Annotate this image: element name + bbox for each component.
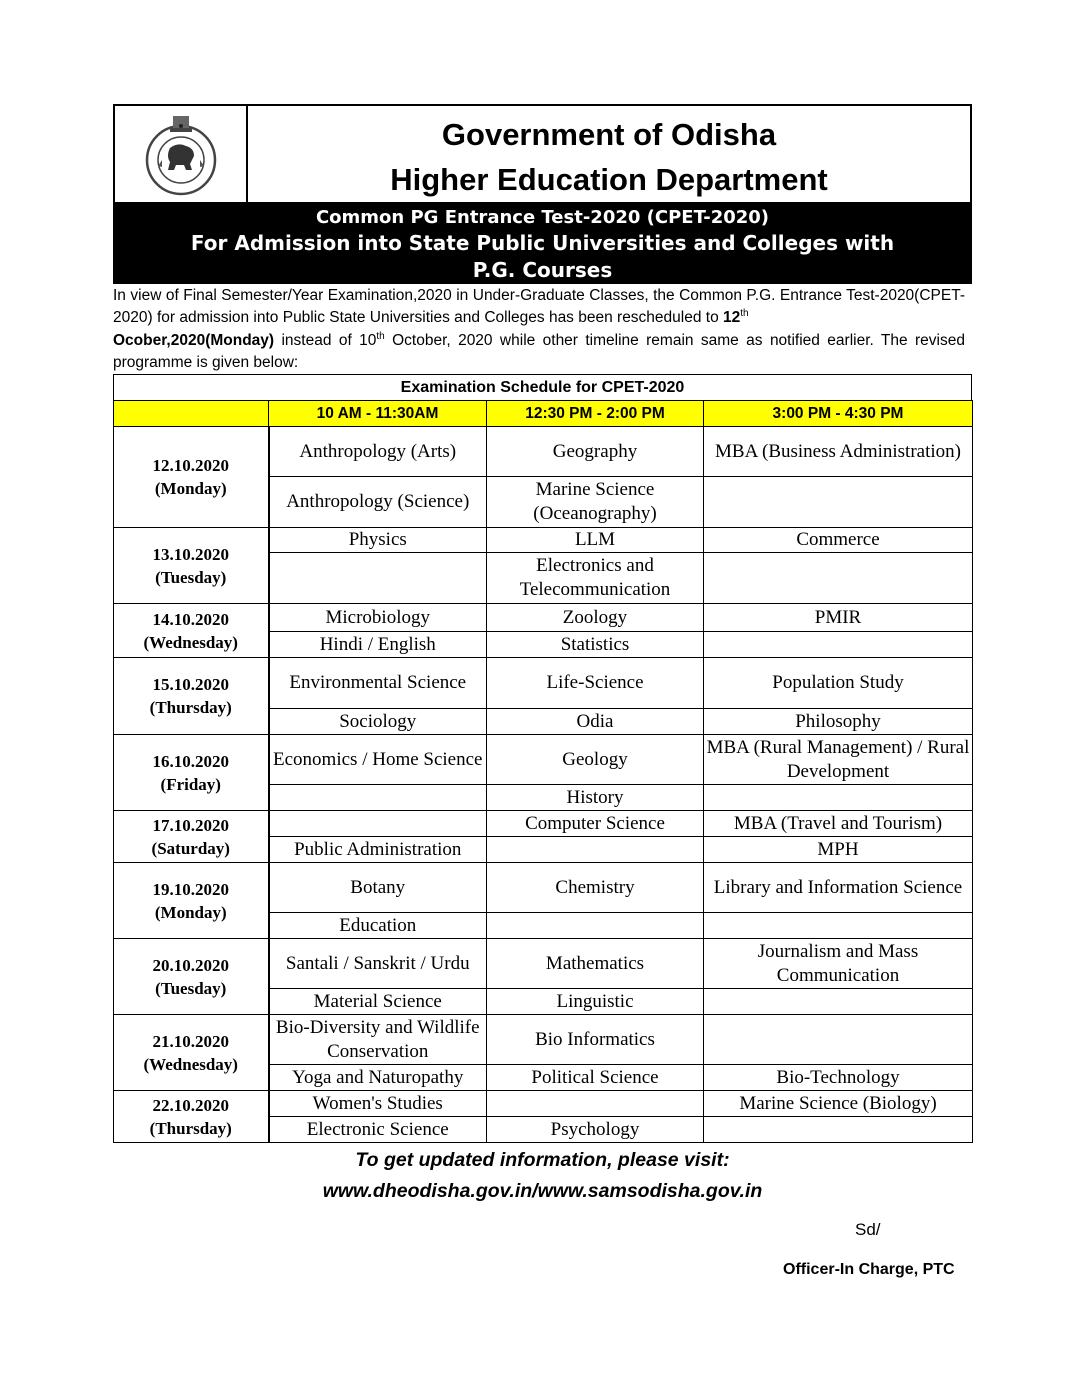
date-text: 20.10.2020 xyxy=(152,955,229,975)
schedule-cell: Electronic Science xyxy=(269,1117,487,1143)
schedule-cell: Microbiology xyxy=(269,604,487,632)
date-cell xyxy=(114,1015,269,1091)
schedule-cell: Computer Science xyxy=(487,811,704,837)
schedule-cell xyxy=(487,1091,704,1117)
table-row xyxy=(114,528,973,553)
schedule-cell: Philosophy xyxy=(704,709,973,735)
schedule-caption: Examination Schedule for CPET-2020 xyxy=(113,374,972,400)
schedule-cell xyxy=(704,1117,973,1143)
banner-admission-line: For Admission into State Public Universities and Colleges with xyxy=(190,231,895,255)
schedule-cell: Education xyxy=(269,913,487,939)
footer-website-link[interactable]: www.dheodisha.gov.in/www.samsodisha.gov.in xyxy=(322,1180,763,1202)
day-text: (Tuesday) xyxy=(155,978,227,998)
intro-sup-1: th xyxy=(740,308,749,320)
table-row xyxy=(114,1015,973,1065)
schedule-cell: PMIR xyxy=(704,604,973,632)
schedule-cell: Political Science xyxy=(487,1065,704,1091)
intro-date-bold: 12 xyxy=(723,309,741,327)
footer-note xyxy=(113,1145,972,1207)
date-text: 21.10.2020 xyxy=(152,1031,229,1051)
schedule-cell xyxy=(269,811,487,837)
schedule-cell: Journalism and Mass Communication xyxy=(704,939,973,989)
schedule-cell: Psychology xyxy=(487,1117,704,1143)
schedule-cell: Public Administration xyxy=(269,837,487,863)
date-cell xyxy=(114,735,269,811)
schedule-cell: Linguistic xyxy=(487,989,704,1015)
table-row xyxy=(114,735,973,785)
date-cell xyxy=(114,939,269,1015)
schedule-cell: Geology xyxy=(487,735,704,785)
table-row xyxy=(114,863,973,913)
date-text: 12.10.2020 xyxy=(152,456,229,475)
day-text: (Saturday) xyxy=(151,838,230,858)
table-row xyxy=(114,1091,973,1117)
date-cell xyxy=(114,427,269,528)
schedule-cell xyxy=(487,837,704,863)
schedule-header-row xyxy=(114,401,973,427)
schedule-cell: MBA (Travel and Tourism) xyxy=(704,811,973,837)
table-row xyxy=(114,811,973,837)
odisha-state-emblem-icon xyxy=(140,110,222,198)
schedule-cell: Anthropology (Science) xyxy=(269,477,487,528)
intro-text-2: instead of 10 xyxy=(274,331,377,349)
footer-info-line: To get updated information, please visit: xyxy=(355,1149,730,1171)
date-text: 17.10.2020 xyxy=(152,815,229,835)
schedule-cell: Bio-Diversity and Wildlife Conservation xyxy=(269,1015,487,1065)
schedule-cell: Commerce xyxy=(704,528,973,553)
day-text: (Thursday) xyxy=(149,1118,232,1138)
banner-exam-name: Common PG Entrance Test-2020 (CPET-2020) xyxy=(315,207,770,228)
day-text: (Wednesday) xyxy=(143,1054,238,1074)
intro-text-3: October, 2020 while other timeline remain same as notified earlier. The revised programme is given below: xyxy=(113,331,965,372)
date-cell xyxy=(114,863,269,939)
schedule-cell: Chemistry xyxy=(487,863,704,913)
date-text: 14.10.2020 xyxy=(152,609,229,629)
schedule-cell: Yoga and Naturopathy xyxy=(269,1065,487,1091)
date-cell xyxy=(114,1091,269,1143)
banner-courses-line: P.G. Courses xyxy=(472,258,613,282)
schedule-cell xyxy=(704,989,973,1015)
header-slot-2: 12:30 PM - 2:00 PM xyxy=(487,401,704,427)
schedule-cell: Material Science xyxy=(269,989,487,1015)
day-text: (Tuesday) xyxy=(155,567,227,587)
date-cell xyxy=(114,811,269,863)
schedule-cell: Library and Information Science xyxy=(704,863,973,913)
schedule-cell xyxy=(487,913,704,939)
schedule-cell: Sociology xyxy=(269,709,487,735)
schedule-cell: Botany xyxy=(269,863,487,913)
day-text: (Monday) xyxy=(154,479,227,498)
schedule-cell xyxy=(704,785,973,811)
table-row xyxy=(114,604,973,632)
date-text: 19.10.2020 xyxy=(152,879,229,899)
schedule-cell: Bio-Technology xyxy=(704,1065,973,1091)
intro-date-bold-2: Ocober,2020(Monday) xyxy=(113,331,275,349)
day-text: (Monday) xyxy=(154,902,227,922)
schedule-cell: Mathematics xyxy=(487,939,704,989)
schedule-cell xyxy=(704,553,973,604)
schedule-cell: Anthropology (Arts) xyxy=(269,427,487,477)
title-line-department: Higher Education Department xyxy=(390,162,828,197)
emblem-cell xyxy=(115,106,248,202)
schedule-cell: Statistics xyxy=(487,632,704,658)
schedule-cell: Marine Science (Oceanography) xyxy=(487,477,704,528)
date-text: 16.10.2020 xyxy=(152,751,229,771)
schedule-cell: MBA (Rural Management) / Rural Development xyxy=(704,735,973,785)
header-box xyxy=(113,104,972,284)
schedule-cell xyxy=(704,913,973,939)
schedule-cell: Hindi / English xyxy=(269,632,487,658)
signature-sd: Sd/ xyxy=(855,1220,881,1239)
title-line-government: Government of Odisha xyxy=(441,117,777,152)
officer-designation: Officer-In Charge, PTC xyxy=(783,1261,955,1278)
header-slot-3: 3:00 PM - 4:30 PM xyxy=(704,401,973,427)
schedule-cell: Life-Science xyxy=(487,658,704,709)
day-text: (Wednesday) xyxy=(143,632,238,652)
schedule-cell: MPH xyxy=(704,837,973,863)
date-text: 15.10.2020 xyxy=(152,675,229,694)
schedule-cell: Population Study xyxy=(704,658,973,709)
intro-paragraph xyxy=(113,285,965,375)
table-row xyxy=(114,427,973,477)
schedule-cell: Physics xyxy=(269,528,487,553)
date-cell xyxy=(114,528,269,604)
date-cell xyxy=(114,604,269,658)
schedule-cell: Environmental Science xyxy=(269,658,487,709)
table-row xyxy=(114,939,973,989)
department-title xyxy=(248,106,970,202)
date-text: 13.10.2020 xyxy=(152,544,229,564)
schedule-cell: LLM xyxy=(487,528,704,553)
schedule-cell: Bio Informatics xyxy=(487,1015,704,1065)
date-cell xyxy=(114,658,269,735)
schedule-cell: Women's Studies xyxy=(269,1091,487,1117)
schedule-cell: Marine Science (Biology) xyxy=(704,1091,973,1117)
intro-text-1: In view of Final Semester/Year Examination,2020 in Under-Graduate Classes, the Common P.G. Entrance Test-2020(CPET-2020) for admission into Public State Universities and Colleges has been rescheduled to xyxy=(113,287,965,327)
exam-banner xyxy=(115,202,970,282)
schedule-cell xyxy=(704,632,973,658)
schedule-cell: Zoology xyxy=(487,604,704,632)
schedule-cell: History xyxy=(487,785,704,811)
day-text: (Friday) xyxy=(160,774,221,794)
schedule-cell: Santali / Sanskrit / Urdu xyxy=(269,939,487,989)
schedule-cell xyxy=(704,477,973,528)
exam-schedule-table xyxy=(113,400,973,1143)
schedule-cell: Geography xyxy=(487,427,704,477)
date-text: 22.10.2020 xyxy=(152,1095,229,1115)
schedule-cell xyxy=(704,1015,973,1065)
schedule-cell xyxy=(269,553,487,604)
schedule-cell xyxy=(269,785,487,811)
schedule-cell: MBA (Business Administration) xyxy=(704,427,973,477)
table-row xyxy=(114,658,973,709)
header-date-column xyxy=(114,401,269,427)
day-text: (Thursday) xyxy=(149,698,232,717)
header-slot-1: 10 AM - 11:30AM xyxy=(269,401,487,427)
schedule-cell: Electronics and Telecommunication xyxy=(487,553,704,604)
schedule-cell: Odia xyxy=(487,709,704,735)
schedule-cell: Economics / Home Science xyxy=(269,735,487,785)
intro-sup-2: th xyxy=(376,330,385,342)
